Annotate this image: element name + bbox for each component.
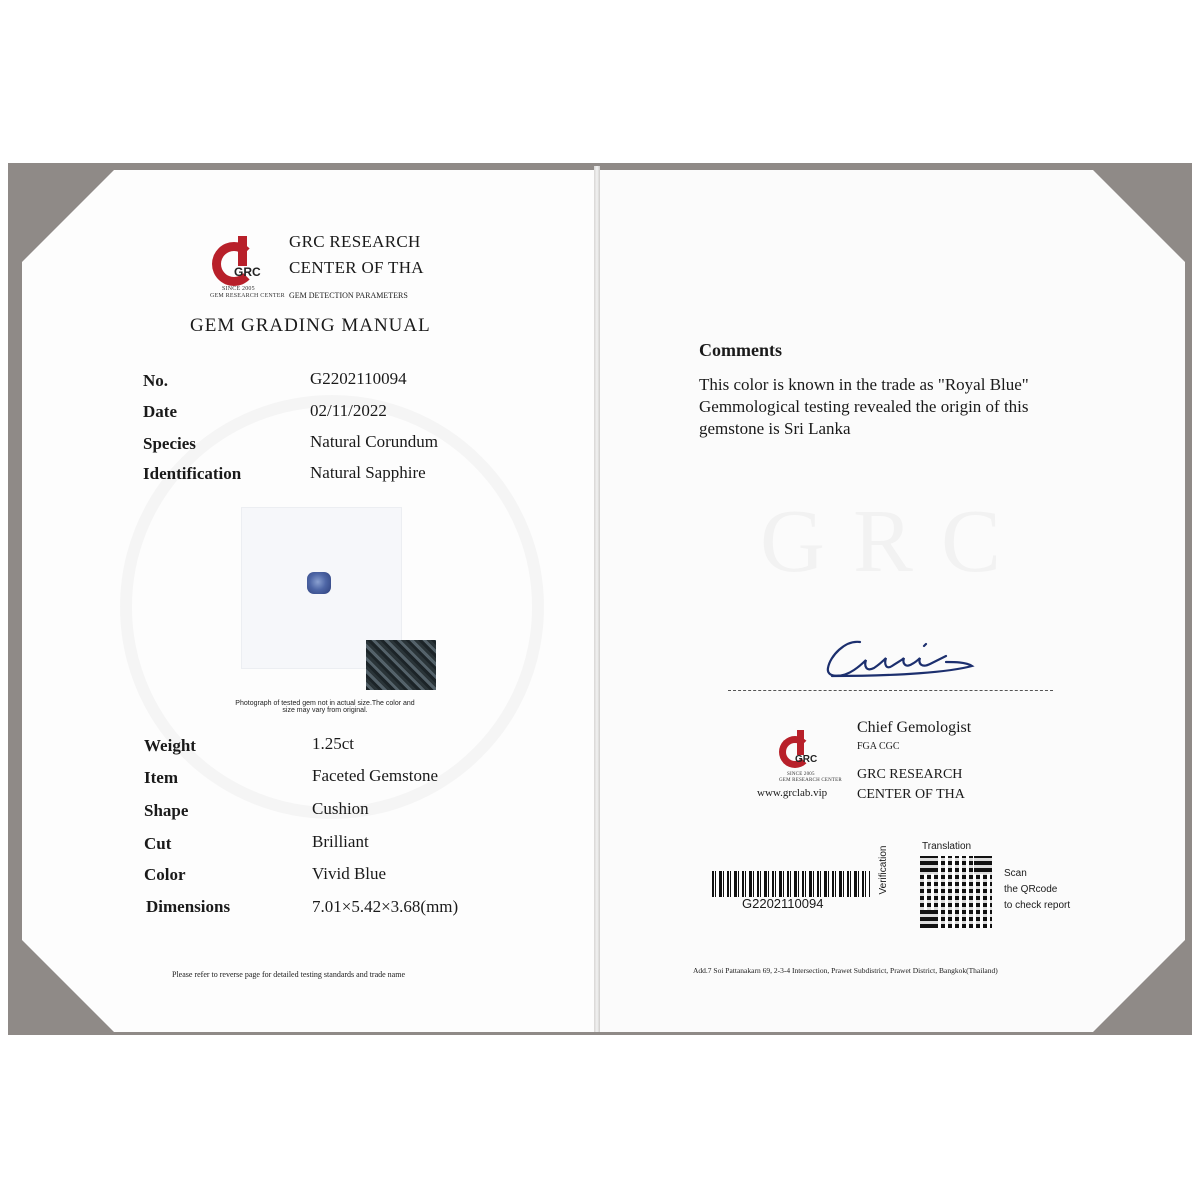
field-label-dimensions: Dimensions	[146, 897, 231, 916]
field-value-dimensions: 7.01×5.42×3.68(mm)	[312, 897, 459, 916]
scan-line-3: to check report	[1004, 900, 1071, 911]
corner-tab-bottom-left	[22, 940, 114, 1032]
field-label-no: No.	[143, 371, 169, 390]
photo-caption-line2: size may vary from original.	[282, 707, 368, 714]
qr-translation-label: Translation	[922, 841, 972, 852]
website-link[interactable]: www.grclab.vip	[757, 787, 828, 799]
field-value-color: Vivid Blue	[312, 864, 387, 883]
field-label-species: Species	[143, 434, 196, 453]
field-label-identification: Identification	[143, 464, 242, 483]
right-page	[598, 170, 1185, 1032]
signer-title: Chief Gemologist	[857, 719, 972, 736]
center-fold	[594, 166, 600, 1032]
sapphire-gem-image	[307, 572, 331, 594]
field-label-date: Date	[143, 402, 177, 421]
scan-line-1: Scan	[1004, 868, 1027, 879]
field-label-item: Item	[144, 768, 178, 787]
page-title: GEM GRADING MANUAL	[190, 315, 431, 336]
grc-logo: GRC SINCE 2005 GEM RESEARCH CENTER	[212, 236, 272, 302]
grc-watermark	[760, 490, 1029, 593]
scan-line-2: the QRcode	[1004, 884, 1058, 895]
org-name-line1-right: GRC RESEARCH	[857, 767, 963, 782]
comments-line-2: Gemmological testing revealed the origin of this	[699, 397, 1029, 416]
corner-tab-top-right	[1093, 170, 1185, 262]
corner-tab-bottom-right	[1093, 940, 1185, 1032]
qr-code-icon[interactable]	[920, 856, 992, 928]
field-value-cut: Brilliant	[312, 832, 369, 851]
field-label-shape: Shape	[144, 801, 189, 820]
org-name-line1: GRC RESEARCH	[289, 232, 421, 251]
signature-icon	[820, 632, 980, 684]
photo-caption-line1: Photograph of tested gem not in actual size.The color and	[235, 700, 415, 707]
field-value-species: Natural Corundum	[310, 432, 438, 451]
tagline: GEM DETECTION PARAMETERS	[289, 291, 408, 300]
corner-tab-top-left	[22, 170, 114, 262]
hologram-sticker	[366, 640, 436, 690]
field-value-no: G2202110094	[310, 369, 407, 388]
org-name-line2-right: CENTER OF THA	[857, 787, 965, 802]
comments-line-3: gemstone is Sri Lanka	[699, 419, 851, 438]
qr-verification-label: Verification	[878, 845, 889, 895]
photo-caption	[210, 700, 440, 714]
field-value-shape: Cushion	[312, 799, 369, 818]
field-label-cut: Cut	[144, 834, 172, 853]
barcode	[712, 871, 870, 897]
field-value-identification: Natural Sapphire	[310, 463, 426, 482]
grc-logo-small: GRC SINCE 2005 GEM RESEARCH CENTER	[771, 726, 831, 792]
left-footer-note: Please refer to reverse page for detailed testing standards and trade name	[172, 970, 406, 979]
field-label-color: Color	[144, 865, 186, 884]
barcode-number: G2202110094	[742, 896, 824, 911]
lab-address: Add.7 Soi Pattanakarn 69, 2-3-4 Intersection, Prawet Subdistrict, Prawet District, Bangkok(Thailand)	[693, 966, 998, 975]
comments-text	[699, 374, 1029, 440]
qr-instructions	[1004, 866, 1070, 914]
org-name-line2: CENTER OF THA	[289, 258, 424, 277]
field-label-weight: Weight	[144, 736, 196, 755]
comments-line-1: This color is known in the trade as "Royal Blue"	[699, 375, 1029, 394]
field-value-item: Faceted Gemstone	[312, 766, 439, 785]
signer-credentials: FGA CGC	[857, 741, 900, 752]
field-value-date: 02/11/2022	[310, 401, 387, 420]
field-value-weight: 1.25ct	[312, 734, 355, 753]
comments-heading: Comments	[699, 340, 782, 360]
signature-line	[728, 690, 1053, 691]
